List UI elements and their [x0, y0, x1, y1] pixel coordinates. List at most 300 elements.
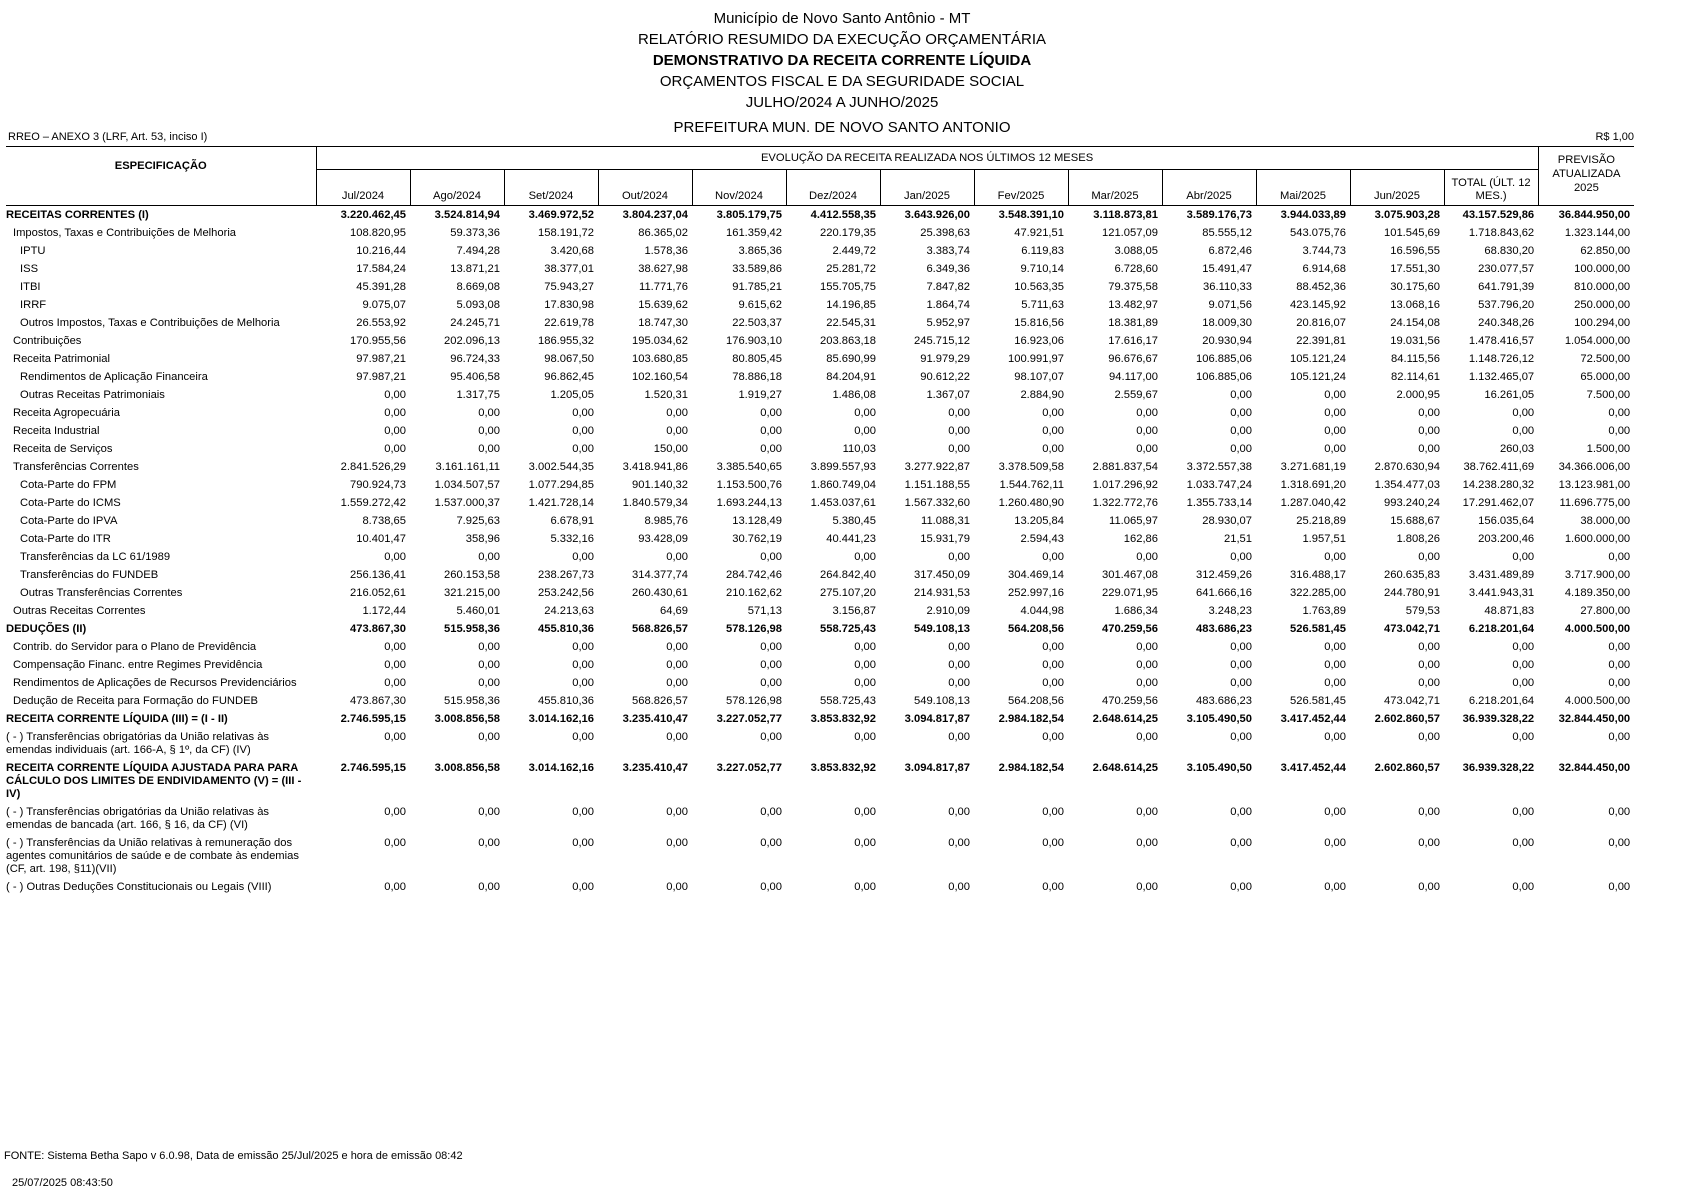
- value-cell: 0,00: [384, 425, 406, 437]
- value-cell: 423.145,92: [1290, 299, 1346, 311]
- value-cell: 0,00: [1324, 731, 1346, 743]
- value-cell: 43.157.529,86: [1462, 209, 1535, 221]
- value-cell: 0,00: [666, 806, 688, 818]
- value-cell: 455.810,36: [538, 623, 594, 635]
- row-label: ( - ) Transferências da União relativas à remuneração dos agentes comunitários de saúde e de combate às endemias (CF, art. 198, §11)(VII): [6, 837, 299, 875]
- value-cell: 0,00: [1230, 551, 1252, 563]
- value-cell: 0,00: [478, 837, 500, 849]
- value-cell: 0,00: [666, 641, 688, 653]
- value-cell: 9.710,14: [1020, 263, 1064, 275]
- value-cell: 2.746.595,15: [340, 762, 406, 774]
- value-cell: 2.984.182,54: [998, 713, 1064, 725]
- value-cell: 284.742,46: [726, 569, 782, 581]
- row-label: Transferências do FUNDEB: [20, 569, 159, 581]
- value-cell: 38.000,00: [1580, 515, 1631, 527]
- value-cell: 0,00: [1608, 425, 1631, 437]
- value-cell: 470.259,56: [1102, 623, 1158, 635]
- value-cell: 72.500,00: [1580, 353, 1631, 365]
- value-cell: 15.639,62: [638, 299, 688, 311]
- value-cell: 0,00: [666, 551, 688, 563]
- value-cell: 202.096,13: [444, 335, 500, 347]
- value-cell: 549.108,13: [914, 623, 970, 635]
- value-cell: 0,00: [1608, 407, 1631, 419]
- row-label: RECEITA CORRENTE LÍQUIDA (III) = (I - II): [6, 713, 228, 725]
- value-cell: 0,00: [1324, 659, 1346, 671]
- table-row: [6, 803, 1634, 834]
- value-cell: 1.544.762,11: [999, 479, 1064, 491]
- value-cell: 24.245,71: [450, 317, 500, 329]
- table-row: [6, 242, 1634, 260]
- value-cell: 0,00: [666, 659, 688, 671]
- value-cell: 0,00: [1418, 425, 1440, 437]
- value-cell: 38.627,98: [638, 263, 688, 275]
- value-cell: 0,00: [948, 881, 970, 893]
- value-cell: 25.281,72: [826, 263, 876, 275]
- row-label: Outras Receitas Patrimoniais: [20, 389, 165, 401]
- value-cell: 40.441,23: [826, 533, 876, 545]
- value-cell: 568.826,57: [632, 623, 688, 635]
- value-cell: 0,00: [1512, 731, 1535, 743]
- value-cell: 0,00: [1136, 677, 1158, 689]
- value-cell: 0,00: [1042, 659, 1064, 671]
- value-cell: 0,00: [572, 551, 594, 563]
- value-cell: 0,00: [1512, 881, 1535, 893]
- value-cell: 2.602.860,57: [1374, 713, 1440, 725]
- table-row: [6, 476, 1634, 494]
- value-cell: 3.235.410,47: [622, 713, 688, 725]
- value-cell: 578.126,98: [726, 695, 782, 707]
- value-cell: 260,03: [1499, 443, 1535, 455]
- row-label: Cota-Parte do ICMS: [20, 497, 121, 509]
- value-cell: 2.648.614,25: [1092, 762, 1158, 774]
- value-cell: 2.881.837,54: [1092, 461, 1158, 473]
- value-cell: 1.860.749,04: [810, 479, 876, 491]
- table-row: [6, 368, 1634, 386]
- value-cell: 4.000.500,00: [1564, 695, 1631, 707]
- value-cell: 2.746.595,15: [340, 713, 406, 725]
- value-cell: 1.864,74: [926, 299, 970, 311]
- value-cell: 558.725,43: [820, 623, 876, 635]
- table-row: [6, 296, 1634, 314]
- month-header: Nov/2024: [692, 170, 786, 206]
- value-cell: 0,00: [1418, 677, 1440, 689]
- value-cell: 3.094.817,87: [904, 713, 970, 725]
- value-cell: 105.121,24: [1290, 353, 1346, 365]
- value-cell: 0,00: [854, 881, 876, 893]
- value-cell: 543.075,76: [1290, 227, 1346, 239]
- value-cell: 97.987,21: [356, 371, 406, 383]
- value-cell: 0,00: [1418, 806, 1440, 818]
- table-row: [6, 422, 1634, 440]
- value-cell: 0,00: [1512, 425, 1535, 437]
- value-cell: 11.088,31: [921, 515, 970, 527]
- value-cell: 11.065,97: [1109, 515, 1158, 527]
- value-cell: 0,00: [1324, 677, 1346, 689]
- month-header: Jun/2025: [1350, 170, 1444, 206]
- table-row: [6, 530, 1634, 548]
- value-cell: 0,00: [1512, 659, 1535, 671]
- month-header: Abr/2025: [1162, 170, 1256, 206]
- period: JULHO/2024 A JUNHO/2025: [745, 94, 939, 111]
- value-cell: 473.042,71: [1384, 695, 1440, 707]
- value-cell: 8.985,76: [644, 515, 688, 527]
- row-label: IRRF: [20, 299, 47, 311]
- value-cell: 84.115,56: [1391, 353, 1440, 365]
- value-cell: 22.545,31: [826, 317, 876, 329]
- value-cell: 5.332,16: [550, 533, 594, 545]
- value-cell: 10.401,47: [356, 533, 406, 545]
- value-cell: 27.800,00: [1580, 605, 1631, 617]
- value-cell: 30.762,19: [732, 533, 782, 545]
- value-cell: 203.200,46: [1478, 533, 1535, 545]
- value-cell: 3.383,74: [926, 245, 970, 257]
- value-cell: 0,00: [1230, 659, 1252, 671]
- value-cell: 0,00: [384, 837, 406, 849]
- value-cell: 3.441.943,31: [1468, 587, 1535, 599]
- value-cell: 253.242,56: [538, 587, 594, 599]
- value-cell: 10.563,35: [1014, 281, 1064, 293]
- row-label: ITBI: [20, 281, 41, 293]
- value-cell: 1.718.843,62: [1468, 227, 1535, 239]
- value-cell: 0,00: [384, 443, 406, 455]
- value-cell: 0,00: [1230, 677, 1252, 689]
- value-cell: 22.391,81: [1296, 335, 1346, 347]
- value-cell: 14.196,85: [826, 299, 876, 311]
- evolution-header: EVOLUÇÃO DA RECEITA REALIZADA NOS ÚLTIMOS 12 MESES: [316, 147, 1538, 170]
- value-cell: 0,00: [1608, 551, 1631, 563]
- value-cell: 0,00: [1512, 551, 1535, 563]
- value-cell: 0,00: [1512, 837, 1535, 849]
- value-cell: 21,51: [1224, 533, 1252, 545]
- value-cell: 2.648.614,25: [1092, 713, 1158, 725]
- value-cell: 0,00: [384, 389, 406, 401]
- row-label: Cota-Parte do ITR: [20, 533, 111, 545]
- value-cell: 0,00: [1608, 659, 1631, 671]
- value-cell: 0,00: [478, 407, 500, 419]
- table-row: [6, 404, 1634, 422]
- value-cell: 3.094.817,87: [904, 762, 970, 774]
- value-cell: 526.581,45: [1290, 695, 1346, 707]
- value-cell: 36.939.328,22: [1462, 713, 1535, 725]
- value-cell: 0,00: [1136, 425, 1158, 437]
- value-cell: 483.686,23: [1196, 695, 1252, 707]
- value-cell: 1.318.691,20: [1280, 479, 1346, 491]
- value-cell: 195.034,62: [632, 335, 688, 347]
- value-cell: 3.804.237,04: [622, 209, 688, 221]
- month-header: Set/2024: [504, 170, 598, 206]
- value-cell: 571,13: [747, 605, 782, 617]
- value-cell: 59.373,36: [450, 227, 500, 239]
- value-cell: 0,00: [572, 677, 594, 689]
- row-label: Outros Impostos, Taxas e Contribuições de Melhoria: [20, 317, 280, 329]
- value-cell: 18.381,89: [1108, 317, 1158, 329]
- value-cell: 301.467,08: [1102, 569, 1158, 581]
- value-cell: 0,00: [666, 837, 688, 849]
- value-cell: 0,00: [760, 425, 782, 437]
- value-cell: 13.482,97: [1108, 299, 1158, 311]
- value-cell: 6.678,91: [550, 515, 594, 527]
- municipality-title: Município de Novo Santo Antônio - MT: [713, 10, 971, 27]
- value-cell: 0,00: [1324, 806, 1346, 818]
- value-cell: 641.666,16: [1196, 587, 1252, 599]
- row-label: Contribuições: [13, 335, 82, 347]
- value-cell: 26.553,92: [356, 317, 406, 329]
- value-cell: 17.291.462,07: [1462, 497, 1535, 509]
- value-cell: 1.354.477,03: [1374, 479, 1440, 491]
- value-cell: 158.191,72: [538, 227, 594, 239]
- row-label: Receita Industrial: [13, 425, 100, 437]
- table-row: [6, 878, 1634, 896]
- value-cell: 1.486,08: [832, 389, 876, 401]
- value-cell: 75.943,27: [544, 281, 594, 293]
- value-cell: 20.816,07: [1296, 317, 1346, 329]
- value-cell: 3.378.509,58: [998, 461, 1064, 473]
- value-cell: 96.862,45: [544, 371, 594, 383]
- value-cell: 22.503,37: [732, 317, 782, 329]
- value-cell: 4.000.500,00: [1564, 623, 1631, 635]
- value-cell: 1.033.747,24: [1186, 479, 1252, 491]
- row-label: Compensação Financ. entre Regimes Previdência: [13, 659, 263, 671]
- value-cell: 7.925,63: [456, 515, 500, 527]
- value-cell: 16.923,06: [1014, 335, 1064, 347]
- currency-unit: R$ 1,00: [1595, 131, 1634, 143]
- value-cell: 3.002.544,35: [528, 461, 594, 473]
- value-cell: 0,00: [572, 806, 594, 818]
- value-cell: 2.910,09: [926, 605, 970, 617]
- value-cell: 358,96: [465, 533, 500, 545]
- value-cell: 314.377,74: [632, 569, 688, 581]
- value-cell: 6.218.201,64: [1468, 623, 1535, 635]
- month-header: Jul/2024: [316, 170, 410, 206]
- value-cell: 1.693.244,13: [716, 497, 782, 509]
- value-cell: 1.077.294,85: [528, 479, 594, 491]
- value-cell: 790.924,73: [350, 479, 406, 491]
- value-cell: 101.545,69: [1384, 227, 1440, 239]
- table-row: [6, 638, 1634, 656]
- value-cell: 3.088,05: [1114, 245, 1158, 257]
- value-cell: 3.418.941,86: [622, 461, 688, 473]
- value-cell: 214.931,53: [914, 587, 970, 599]
- month-header: Out/2024: [598, 170, 692, 206]
- value-cell: 0,00: [572, 641, 594, 653]
- value-cell: 483.686,23: [1196, 623, 1252, 635]
- value-cell: 3.014.162,16: [528, 762, 594, 774]
- value-cell: 0,00: [1230, 443, 1252, 455]
- value-cell: 38.377,01: [544, 263, 594, 275]
- table-row: [6, 260, 1634, 278]
- value-cell: 65.000,00: [1580, 371, 1631, 383]
- value-cell: 3.277.922,87: [904, 461, 970, 473]
- value-cell: 1.478.416,57: [1468, 335, 1535, 347]
- value-cell: 8.738,65: [362, 515, 406, 527]
- value-cell: 322.285,00: [1290, 587, 1346, 599]
- value-cell: 210.162,62: [726, 587, 782, 599]
- value-cell: 170.955,56: [350, 335, 406, 347]
- value-cell: 98.067,50: [544, 353, 594, 365]
- value-cell: 1.578,36: [644, 245, 688, 257]
- value-cell: 1.367,07: [926, 389, 970, 401]
- value-cell: 25.398,63: [920, 227, 970, 239]
- value-cell: 14.238.280,32: [1462, 479, 1535, 491]
- value-cell: 28.930,07: [1202, 515, 1252, 527]
- value-cell: 455.810,36: [538, 695, 594, 707]
- value-cell: 5.093,08: [456, 299, 500, 311]
- value-cell: 0,00: [854, 641, 876, 653]
- value-cell: 10.216,44: [356, 245, 406, 257]
- value-cell: 515.958,36: [444, 695, 500, 707]
- value-cell: 0,00: [760, 731, 782, 743]
- value-cell: 0,00: [1324, 443, 1346, 455]
- value-cell: 0,00: [760, 641, 782, 653]
- value-cell: 4.189.350,00: [1564, 587, 1631, 599]
- value-cell: 0,00: [478, 881, 500, 893]
- value-cell: 105.121,24: [1290, 371, 1346, 383]
- row-label: Cota-Parte do FPM: [20, 479, 117, 491]
- value-cell: 2.841.526,29: [340, 461, 406, 473]
- value-cell: 3.248,23: [1208, 605, 1252, 617]
- table-row: [6, 224, 1634, 242]
- value-cell: 2.984.182,54: [998, 762, 1064, 774]
- value-cell: 1.559.272,42: [340, 497, 406, 509]
- value-cell: 0,00: [1418, 641, 1440, 653]
- value-cell: 79.375,58: [1108, 281, 1158, 293]
- value-cell: 85.555,12: [1202, 227, 1252, 239]
- row-label: Receita de Serviços: [13, 443, 113, 455]
- value-cell: 1.153.500,76: [716, 479, 782, 491]
- value-cell: 17.551,30: [1390, 263, 1440, 275]
- value-cell: 0,00: [1042, 551, 1064, 563]
- table-row: [6, 512, 1634, 530]
- table-row: [6, 728, 1634, 759]
- value-cell: 3.372.557,38: [1186, 461, 1252, 473]
- month-header: Fev/2025: [974, 170, 1068, 206]
- value-cell: 1.421.728,14: [528, 497, 594, 509]
- value-cell: 260.430,61: [632, 587, 688, 599]
- forecast-header: PREVISÃO ATUALIZADA 2025: [1538, 147, 1634, 206]
- value-cell: 641.791,39: [1478, 281, 1535, 293]
- value-cell: 0,00: [1230, 806, 1252, 818]
- value-cell: 34.366.006,00: [1558, 461, 1631, 473]
- value-cell: 0,00: [1042, 837, 1064, 849]
- table-row: [6, 206, 1634, 225]
- value-cell: 0,00: [1512, 407, 1535, 419]
- value-cell: 13.123.981,00: [1558, 479, 1631, 491]
- value-cell: 17.584,24: [356, 263, 406, 275]
- value-cell: 0,00: [948, 641, 970, 653]
- value-cell: 5.952,97: [926, 317, 970, 329]
- value-cell: 3.014.162,16: [528, 713, 594, 725]
- value-cell: 96.676,67: [1108, 353, 1158, 365]
- value-cell: 106.885,06: [1196, 371, 1252, 383]
- table-row: [6, 332, 1634, 350]
- value-cell: 102.160,54: [632, 371, 688, 383]
- value-cell: 0,00: [1230, 641, 1252, 653]
- value-cell: 3.008.856,58: [434, 713, 500, 725]
- value-cell: 0,00: [1136, 407, 1158, 419]
- value-cell: 90.612,22: [920, 371, 970, 383]
- value-cell: 100.991,97: [1008, 353, 1064, 365]
- value-cell: 3.548.391,10: [998, 209, 1064, 221]
- value-cell: 7.847,82: [926, 281, 970, 293]
- value-cell: 0,00: [1042, 677, 1064, 689]
- value-cell: 22.619,78: [544, 317, 594, 329]
- value-cell: 0,00: [1512, 641, 1535, 653]
- value-cell: 156.035,64: [1478, 515, 1535, 527]
- value-cell: 0,00: [760, 443, 782, 455]
- value-cell: 0,00: [1608, 881, 1631, 893]
- table-row: [6, 494, 1634, 512]
- value-cell: 9.075,07: [362, 299, 406, 311]
- value-cell: 0,00: [478, 443, 500, 455]
- table-row: [6, 710, 1634, 728]
- value-cell: 16.596,55: [1390, 245, 1440, 257]
- value-cell: 0,00: [854, 551, 876, 563]
- value-cell: 244.780,91: [1384, 587, 1440, 599]
- value-cell: 0,00: [666, 677, 688, 689]
- value-cell: 0,00: [1042, 407, 1064, 419]
- value-cell: 15.931,79: [920, 533, 970, 545]
- value-cell: 80.805,45: [732, 353, 782, 365]
- value-cell: 36.844.950,00: [1558, 209, 1631, 221]
- value-cell: 515.958,36: [444, 623, 500, 635]
- value-cell: 6.728,60: [1114, 263, 1158, 275]
- value-cell: 1.323.144,00: [1564, 227, 1631, 239]
- value-cell: 162,86: [1123, 533, 1158, 545]
- value-cell: 3.156,87: [832, 605, 876, 617]
- value-cell: 0,00: [1324, 551, 1346, 563]
- value-cell: 0,00: [572, 731, 594, 743]
- value-cell: 100.000,00: [1574, 263, 1631, 275]
- value-cell: 0,00: [478, 806, 500, 818]
- value-cell: 473.042,71: [1384, 623, 1440, 635]
- value-cell: 0,00: [854, 837, 876, 849]
- value-cell: 100.294,00: [1574, 317, 1631, 329]
- spec-header: ESPECIFICAÇÃO: [6, 147, 316, 206]
- value-cell: 1.919,27: [738, 389, 782, 401]
- report-title: RELATÓRIO RESUMIDO DA EXECUÇÃO ORÇAMENTÁRIA: [637, 31, 1047, 48]
- row-label: IPTU: [20, 245, 46, 257]
- month-header: Ago/2024: [410, 170, 504, 206]
- table-row: [6, 566, 1634, 584]
- value-cell: 526.581,45: [1290, 623, 1346, 635]
- value-cell: 161.359,42: [726, 227, 782, 239]
- value-cell: 62.850,00: [1580, 245, 1631, 257]
- value-cell: 0,00: [666, 731, 688, 743]
- value-cell: 0,00: [1418, 731, 1440, 743]
- value-cell: 0,00: [572, 837, 594, 849]
- value-cell: 0,00: [1136, 659, 1158, 671]
- value-cell: 0,00: [384, 551, 406, 563]
- value-cell: 3.118.873,81: [1093, 209, 1158, 221]
- value-cell: 0,00: [384, 407, 406, 419]
- value-cell: 3.431.489,89: [1468, 569, 1535, 581]
- row-label: ISS: [20, 263, 39, 275]
- value-cell: 0,00: [760, 837, 782, 849]
- value-cell: 0,00: [1324, 407, 1346, 419]
- value-cell: 3.417.452,44: [1280, 713, 1346, 725]
- value-cell: 216.052,61: [350, 587, 406, 599]
- value-cell: 256.136,41: [350, 569, 406, 581]
- value-cell: 5.711,63: [1021, 299, 1064, 311]
- value-cell: 304.469,14: [1008, 569, 1064, 581]
- budget-scope: ORÇAMENTOS FISCAL E DA SEGURIDADE SOCIAL: [659, 73, 1025, 90]
- value-cell: 25.218,89: [1296, 515, 1346, 527]
- value-cell: 4.412.558,35: [810, 209, 876, 221]
- value-cell: 0,00: [1608, 731, 1631, 743]
- value-cell: 0,00: [572, 881, 594, 893]
- table-row: [6, 692, 1634, 710]
- value-cell: 0,00: [854, 425, 876, 437]
